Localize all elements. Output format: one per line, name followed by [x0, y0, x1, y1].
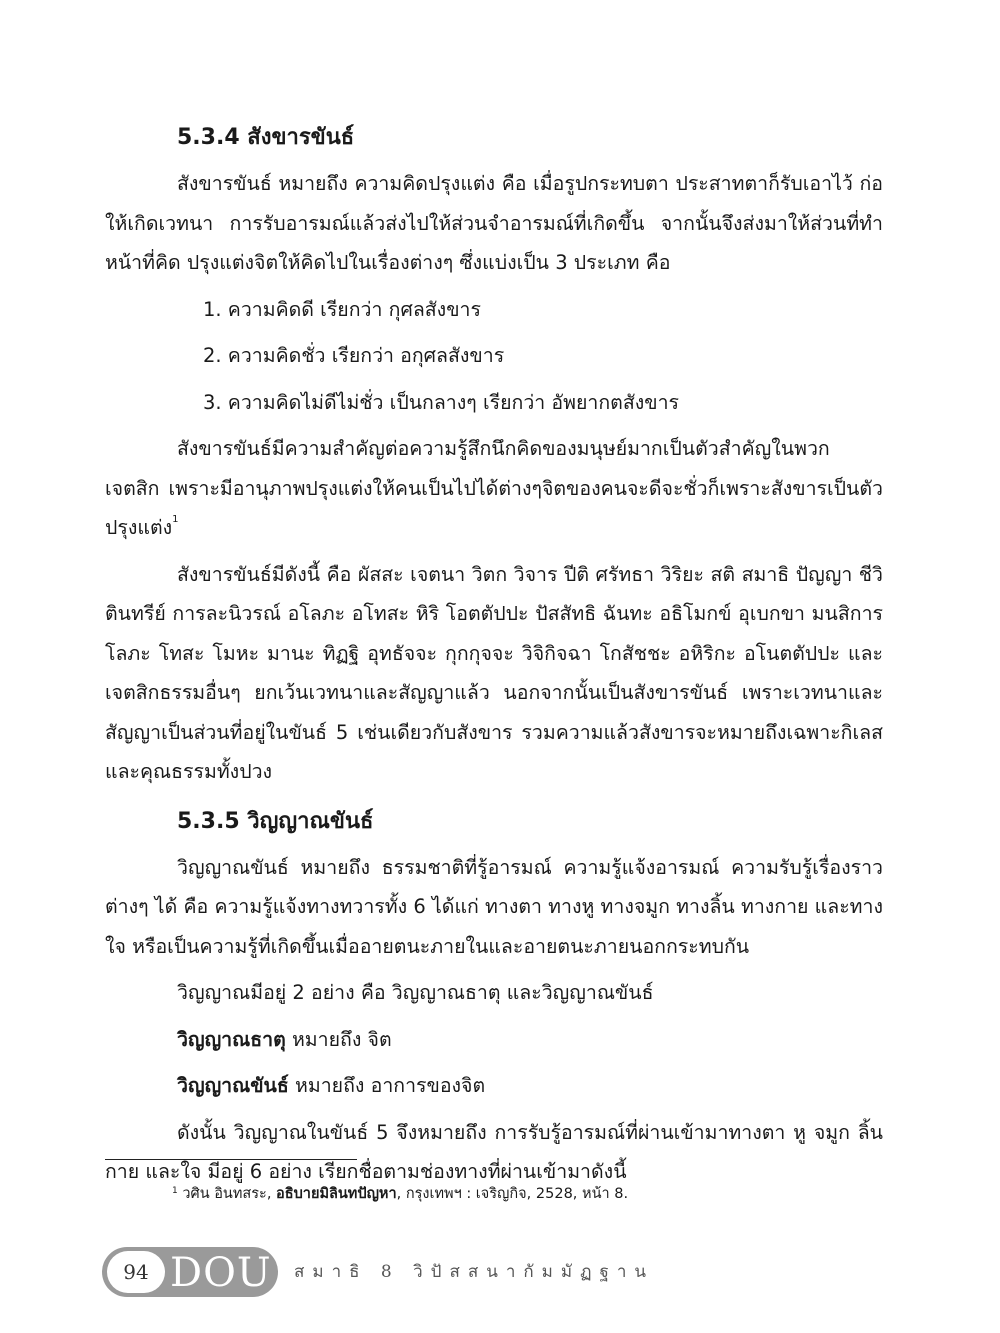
page-number: 94 — [107, 1251, 165, 1293]
definition — [105, 1066, 883, 1106]
footnote-author: วศิน อินทสระ, — [177, 1186, 277, 1202]
definition — [105, 1020, 883, 1060]
section-heading-5-3-5: 5.3.5 วิญญาณขันธ์ — [177, 808, 374, 834]
paragraph: ดังนั้น วิญญาณในขันธ์ 5 จึงหมายถึง การรับรู้อารมณ์ที่ผ่านเข้ามาทางตา หู จมูก ลิ้น กาย และใจ มีอยู่ 6 อย่าง เรียกชื่อตามช่องทางที่ผ่านเข้ามาดังนี้ — [105, 1120, 883, 1183]
paragraph: วิญญาณขันธ์ หมายถึง ธรรมชาติที่รู้อารมณ์ ความรู้แจ้งอารมณ์ ความรับรู้เรื่องราวต่างๆ ได้ คือ ความรู้แจ้งทางทวารทั้ง 6 ได้แก่ ทางตา ทางหู ทางจมูก ทางลิ้น ทางกาย และทางใจ หรือเป็นความรู้ที่เกิดขึ้นเมื่ออายตนะภายในและอายตนะภายนอกกระทบกัน — [105, 855, 883, 958]
list-item: 1. ความคิดดี เรียกว่า กุศลสังขาร — [203, 297, 481, 321]
footer-badge — [102, 1247, 278, 1297]
definition-text: หมายถึง อาการของจิต — [288, 1074, 486, 1097]
definition-term: วิญญาณธาตุ — [177, 1027, 286, 1051]
footnote-reference: 1 — [172, 514, 179, 525]
definition-text: หมายถึง จิต — [285, 1027, 392, 1051]
footnote-title: อธิบายมิลินทปัญหา — [276, 1186, 397, 1202]
paragraph: วิญญาณมีอยู่ 2 อย่าง คือ วิญญาณธาตุ และวิญญาณขันธ์ — [177, 981, 654, 1004]
list-item: 2. ความคิดชั่ว เรียกว่า อกุศลสังขาร — [203, 344, 505, 367]
paragraph: สังขารขันธ์มีดังนี้ คือ ผัสสะ เจตนา วิตก วิจาร ปีติ ศรัทธา วิริยะ สติ สมาธิ ปัญญา ชีวิตินทรีย์ การละนิวรณ์ อโลภะ อโทสะ หิริ โอตตัปปะ ปัสสัทธิ ฉันทะ อธิโมกข์ อุเบกขา มนสิการ โลภะ โทสะ โมหะ มานะ ทิฏฐิ อุทธัจจะ กุกกุจจะ วิจิกิจฉา โกสัชชะ อหิริกะ อโนตตัปปะ และเจตสิกธรรมอื่นๆ ยกเว้นเวทนาและสัญญาแล้ว นอกจากนั้นเป็นสังขารขันธ์ เพราะเวทนาและสัญญาเป็นส่วนที่อยู่ในขันธ์ 5 เช่นเดียวกับสังขาร รวมความแล้วสังขารจะหมายถึงเฉพาะกิเลสและคุณธรรมทั้งปวง — [105, 562, 883, 783]
footnote-number: 1 — [172, 1186, 178, 1196]
book-title: สมาธิ 8 วิปัสสนากัมมัฏฐาน — [294, 1262, 655, 1282]
paragraph-text: สังขารขันธ์มีความสำคัญต่อความรู้สึกนึกคิดของมนุษย์มากเป็นตัวสำคัญในพวกเจตสิก เพราะมีอานุภาพปรุงแต่งให้คนเป็นไปได้ต่างๆจิตของคนจะดีจะชั่วก็เพราะสังขารเป็นตัวปรุงแต่ง — [105, 437, 883, 539]
section-heading-5-3-4: 5.3.4 สังขารขันธ์ — [177, 125, 355, 150]
list-item: 3. ความคิดไม่ดีไม่ชั่ว เป็นกลางๆ เรียกว่า อัพยากตสังขาร — [203, 390, 680, 414]
footnote-divider — [105, 1159, 357, 1160]
footnote-details: , กรุงเทพฯ : เจริญกิจ, 2528, หน้า 8. — [396, 1186, 629, 1202]
definition-term: วิญญาณขันธ์ — [177, 1074, 289, 1097]
dou-logo: DOU — [170, 1250, 272, 1296]
page-footer — [102, 1247, 662, 1297]
main-content — [105, 118, 883, 1199]
footnote — [172, 1184, 872, 1204]
paragraph-with-footnote — [105, 429, 883, 548]
paragraph: สังขารขันธ์ หมายถึง ความคิดปรุงแต่ง คือ เมื่อรูปกระทบตา ประสาทตาก็รับเอาไว้ ก่อให้เกิดเวทนา การรับอารมณ์แล้วส่งไปให้ส่วนจำอารมณ์ที่เกิดขึ้น จากนั้นจึงส่งมาให้ส่วนที่ทำหน้าที่คิด ปรุงแต่งจิตให้คิดไปในเรื่องต่างๆ ซึ่งแบ่งเป็น 3 ประเภท คือ — [105, 172, 883, 274]
